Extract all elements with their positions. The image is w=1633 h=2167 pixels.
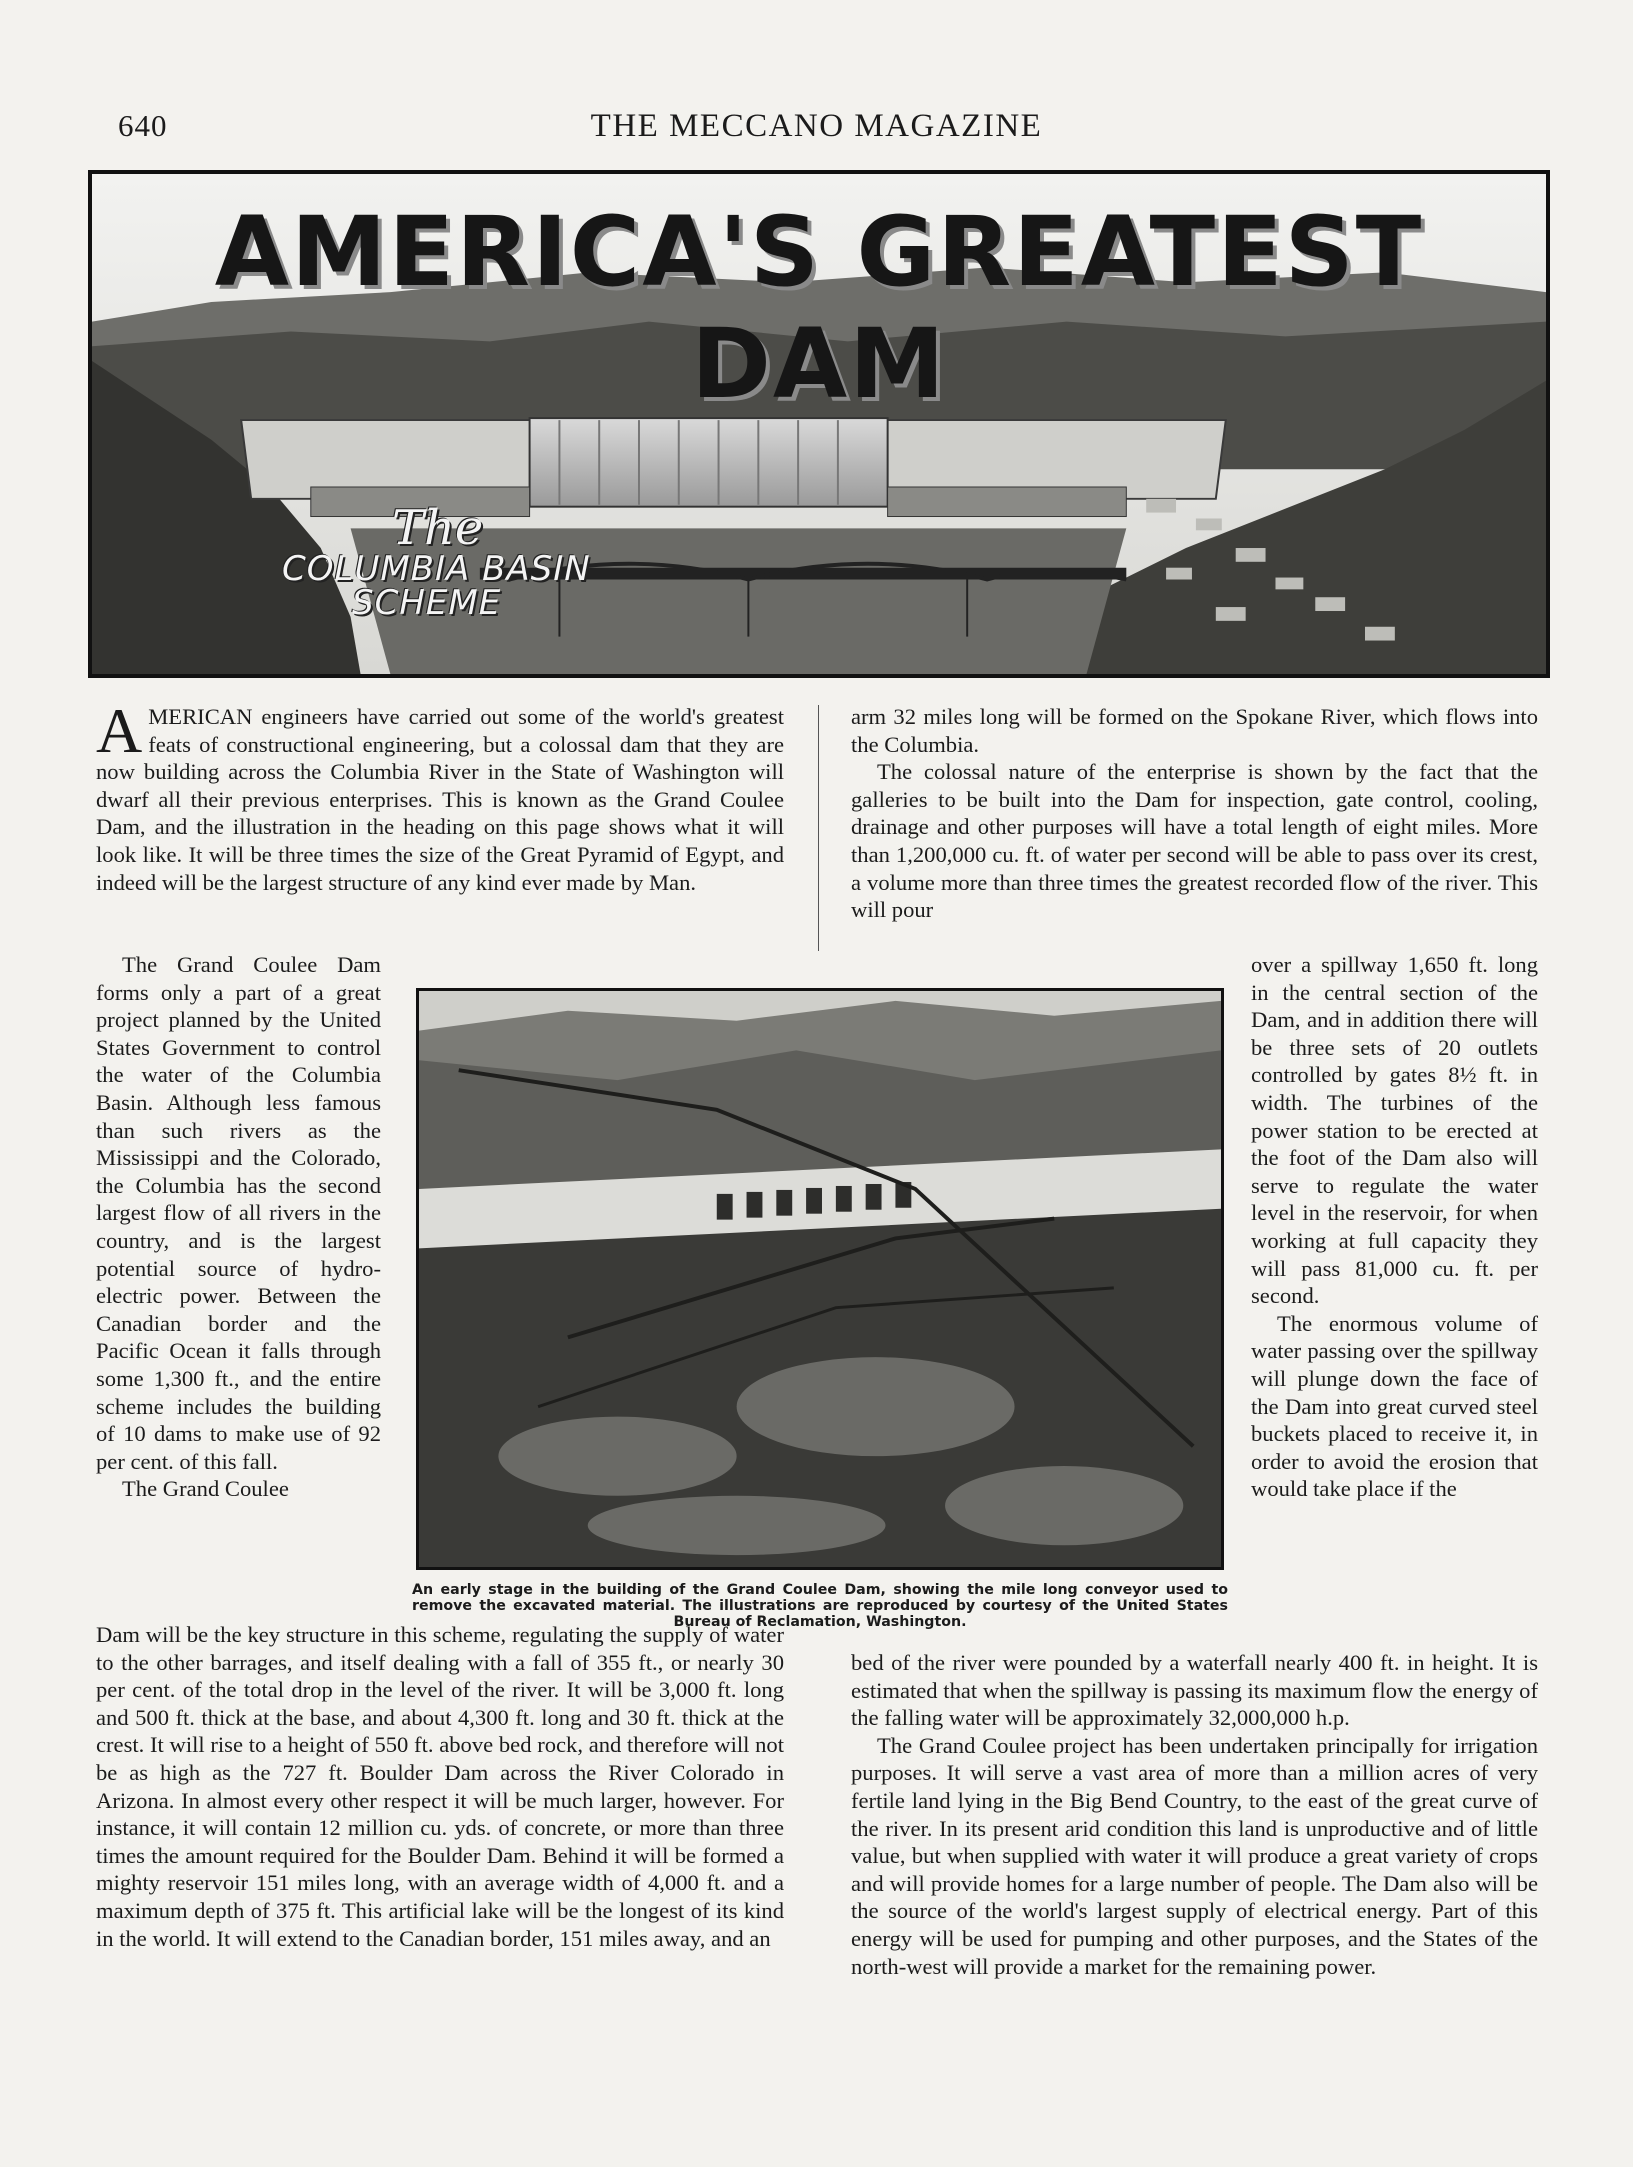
construction-photo [416,988,1224,1570]
right-narrow-column [1251,951,1538,1503]
paragraph-spillway: over a spillway 1,650 ft. long in the central section of the Dam, and in addition there will be three sets of 20 outlets controlled by gates 8½ ft. in width. The turbines of the power station to be erected at the foot of the Dam also will serve to regulate the water level in the reservoir, for when working at full capacity they will pass 81,000 cu. ft. per second. [1251,952,1538,1309]
lead-paragraph [96,695,784,896]
right-top-column [851,703,1538,924]
magazine-title: THE MECCANO MAGAZINE [590,108,1043,144]
page-number: 640 [118,108,168,143]
paragraph-columbia-basin: The Grand Coulee Dam forms only a part of a great project planned by the United States Government to control the water of the Columbia Basin. Although less famous than such rivers as the Mississippi and the Colorado, the Columbia has the second largest flow of all rivers in the country, and is the largest potential source of hydro-electric power. Between the Canadian border and the Pacific Ocean it falls through some 1,300 ft., and the entire scheme includes the building of 10 dams to make use of 92 per cent. of this fall. [96,952,381,1474]
heading-illustration [88,170,1550,678]
left-narrow-column [96,951,381,1503]
paragraph-irrigation: The Grand Coulee project has been undertaken principally for irrigation purposes. It will serve a vast area of more than a million acres of very fertile land lying in the Big Bend Country, to the east of the great curve of the river. In its present arid condition this land is unproductive and of little value, but when supplied with water it will produce a great variety of crops and will provide homes for a large number of people. The Dam also will be the source of the world's largest supply of electrical energy. Part of this energy will be used for pumping and other purposes, and the States of the north-west will provide a market for the remaining power. [851,1732,1538,1979]
heading-subtitle [282,500,662,623]
paragraph-enormous-volume: The enormous volume of water passing over the spillway will plunge down the face of the Dam into great curved steel buckets placed to receive it, in order to avoid the erosion that would take place if the [1251,1310,1538,1502]
left-bottom-column [96,1621,784,1952]
paragraph-spokane-arm: arm 32 miles long will be formed on the Spokane River, which flows into the Columbia. [851,704,1538,757]
column-rule [818,705,819,951]
paragraph-grand-coulee-start: The Grand Coulee [122,1476,289,1502]
paragraph-energy: bed of the river were pounded by a waterfall nearly 400 ft. in height. It is estimated that when the spillway is passing its maximum flow the energy of the falling water will be approximately 32,000,000 h.p. [851,1650,1538,1731]
construction-photo-drawing [419,991,1221,1567]
lead-text: MERICAN engineers have carried out some of the world's greatest feats of constructional engineering, but a colossal dam that they are now building across the Columbia River in the State of Washington will dwarf all their previous enterprises. This is known as the Grand Coulee Dam, and the illustration in the heading on this page shows what it will look like. It will be three times the size of the Great Pyramid of Egypt, and indeed will be the largest structure of any kind ever made by Man. [96,704,784,895]
right-bottom-column [851,1649,1538,1980]
paragraph-key-structure: Dam will be the key structure in this scheme, regulating the supply of water to the other barrages, and itself dealing with a fall of 355 ft., or nearly 30 per cent. of the total drop in the level of the river. It will be 3,000 ft. long and 500 ft. thick at the base, and about 4,300 ft. long and 30 ft. thick at the crest. It will rise to a height of 550 ft. above bed rock, and therefore will not be as high as the 727 ft. Boulder Dam across the River Colorado in Arizona. In almost every other respect it will be much larger, however. For instance, it will contain 12 million cu. yds. of concrete, or more than three times the amount required for the Boulder Dam. Behind it will be formed a mighty reservoir 151 miles long, with an average width of 4,000 ft. and a maximum depth of 375 ft. This artificial lake will be the longest of its kind in the world. It will extend to the Canadian border, 151 miles away, and an [96,1622,784,1951]
subtitle-scheme: SCHEME [352,583,502,623]
paragraph-colossal-nature: The colossal nature of the enterprise is shown by the fact that the galleries to be built into the Dam for inspection, gate control, cooling, drainage and other purposes will have a total length of eight miles. More than 1,200,000 cu. ft. of water per second will be able to pass over its crest, a volume more than three times the greatest recorded flow of the river. This will pour [851,759,1538,923]
subtitle-columbia-basin: COLUMBIA BASIN [282,549,591,589]
headline: AMERICA'S GREATEST DAM [214,196,1424,420]
drop-cap: A [96,695,143,766]
subtitle-the: The [392,500,484,556]
photo-caption: An early stage in the building of the Grand Coulee Dam, showing the mile long conveyor used to remove the excavated material. The illustrations are reproduced by courtesy of the United States Bureau of Reclamation, Washington. [412,1582,1228,1630]
